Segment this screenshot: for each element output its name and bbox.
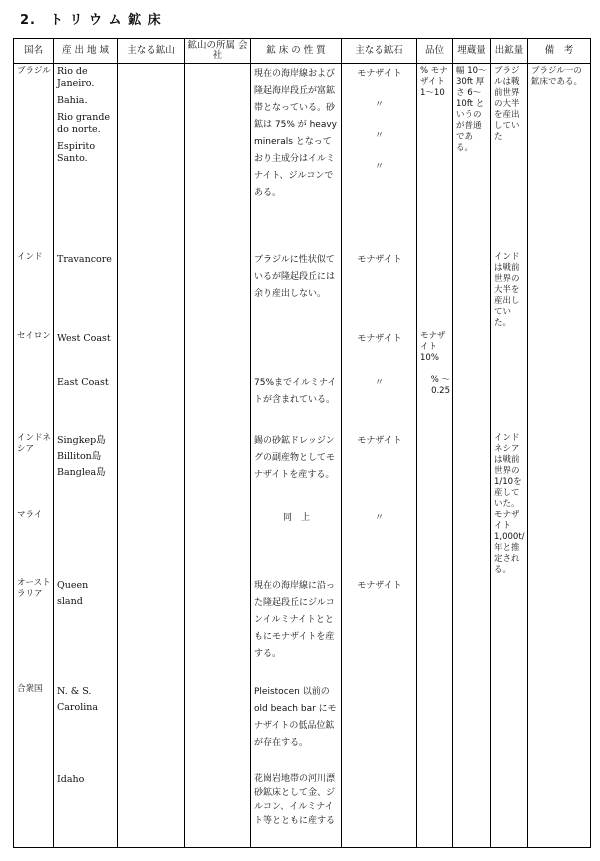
nature-cell: ブラジルに性状似ているが隆起段丘には余り産出しない。 (251, 250, 342, 329)
remarks-cell (528, 373, 591, 431)
region-cell: N. & S. Carolina (54, 682, 118, 770)
region-cell: Idaho (54, 770, 118, 848)
company-cell (185, 64, 251, 250)
header-country: 国名 (14, 39, 54, 64)
region-cell: Travancore (54, 250, 118, 329)
grade-cell: モナザイト 10% (417, 329, 453, 373)
header-grade: 品位 (417, 39, 453, 64)
mine-cell (118, 770, 185, 848)
ore-cell (342, 770, 417, 848)
nature-cell: 花崗岩地帯の河川漂砂鉱床として金、ジルコン、イルミナイト等とともに産する (251, 770, 342, 848)
nature-cell: Pleistocen 以前の old beach bar にモナザイトの低品位鉱が存在する。 (251, 682, 342, 770)
header-nature: 鉱 床 の 性 質 (251, 39, 342, 64)
country-cell: インド (14, 250, 54, 329)
thorium-deposits-table (13, 38, 591, 848)
nature-cell: 同 上 (251, 508, 342, 575)
table-row (14, 770, 591, 848)
company-cell (185, 329, 251, 373)
country-cell: ブラジル (14, 64, 54, 250)
grade-cell: % モナザイト 1～10 (417, 64, 453, 250)
ore-item: 〃 (374, 100, 384, 110)
mine-cell (118, 508, 185, 575)
ore-item: モナザイト (357, 69, 402, 79)
country-cell: インドネシア (14, 431, 54, 509)
remarks-cell (528, 770, 591, 848)
output-cell (491, 576, 528, 682)
output-cell: インドは戦前世界の大半を産出していた。 (491, 250, 528, 329)
nature-cell: 現在の海岸線および隆起海岸段丘が富鉱帯となっている。砂鉱は 75% が heavy minerals となっており主成分はイルミナイト、ジルコンである。 (251, 64, 342, 250)
reserves-cell (453, 373, 491, 431)
ore-cell: 〃 (342, 373, 417, 431)
table-row (14, 329, 591, 373)
company-cell (185, 250, 251, 329)
table-row (14, 64, 591, 250)
region-item: Espirito Santo. (57, 141, 96, 164)
country-cell: セイロン (14, 329, 54, 373)
remarks-cell (528, 431, 591, 509)
table-row (14, 250, 591, 329)
header-company: 鉱山の所属 会 社 (185, 39, 251, 64)
header-output: 出鉱量 (491, 39, 528, 64)
remarks-cell: ブラジル一の鉱床である。 (528, 64, 591, 250)
remarks-cell (528, 576, 591, 682)
output-cell (491, 770, 528, 848)
header-region: 産 出 地 域 (54, 39, 118, 64)
company-cell (185, 373, 251, 431)
grade-cell (417, 682, 453, 770)
output-cell (491, 682, 528, 770)
company-cell (185, 508, 251, 575)
nature-cell: 現在の海岸線に沿った隆起段丘にジルコンイルミナイトとともにモナザイトを産する。 (251, 576, 342, 682)
header-ore: 主なる鉱石 (342, 39, 417, 64)
grade-cell (417, 576, 453, 682)
nature-cell: 錫の砂鉱ドレッジングの副産物としてモナザイトを産する。 (251, 431, 342, 509)
reserves-cell (453, 329, 491, 373)
mine-cell (118, 250, 185, 329)
section-title: 2. ト リ ウ ム 鉱 床 (20, 13, 162, 28)
region-cell: West Coast (54, 329, 118, 373)
reserves-cell (453, 508, 491, 575)
header-reserves: 埋蔵量 (453, 39, 491, 64)
reserves-cell (453, 576, 491, 682)
company-cell (185, 576, 251, 682)
reserves-cell (453, 431, 491, 509)
table-row (14, 431, 591, 509)
mine-cell (118, 329, 185, 373)
country-cell (14, 770, 54, 848)
mine-cell (118, 431, 185, 509)
region-item: Rio grande do norte. (57, 112, 111, 135)
remarks-cell (528, 508, 591, 575)
nature-cell: 75%までイルミナイトが含まれている。 (251, 373, 342, 431)
company-cell (185, 431, 251, 509)
output-cell (491, 329, 528, 373)
ore-cell: モナザイト (342, 431, 417, 509)
ore-item: 〃 (374, 131, 384, 141)
mine-cell (118, 576, 185, 682)
grade-cell: % ～0.25 (417, 373, 453, 431)
region-cell (54, 431, 118, 509)
grade-cell (417, 508, 453, 575)
ore-cell: 〃 (342, 508, 417, 575)
reserves-cell (453, 250, 491, 329)
output-cell: ブラジルは戦前世界の大半を産出していた (491, 64, 528, 250)
mine-cell (118, 682, 185, 770)
company-cell (185, 682, 251, 770)
output-cell: インドネシアは戦前世界の1/10を産していた。モナザイト 1,000t/年と推定される。 (491, 431, 528, 576)
header-main-mine: 主なる鉱山 (118, 39, 185, 64)
ore-cell (342, 682, 417, 770)
remarks-cell (528, 250, 591, 329)
remarks-cell (528, 682, 591, 770)
nature-cell (251, 329, 342, 373)
region-item: Rio de Janeiro. (57, 66, 95, 89)
region-cell (54, 64, 118, 250)
region-cell: East Coast (54, 373, 118, 431)
country-cell (14, 373, 54, 431)
header-remarks: 備 考 (528, 39, 591, 64)
ore-cell: モナザイト (342, 250, 417, 329)
reserves-cell (453, 770, 491, 848)
region-item: Billiton島 (57, 450, 102, 462)
region-cell (54, 508, 118, 575)
ore-cell (342, 64, 417, 250)
region-item: Banglea島 (57, 466, 106, 478)
output-cell (491, 373, 528, 431)
grade-cell (417, 431, 453, 509)
header-row (14, 39, 591, 64)
region-item: Bahia. (57, 95, 88, 106)
table-row (14, 373, 591, 431)
country-cell: オーストラリア (14, 576, 54, 682)
grade-cell (417, 250, 453, 329)
remarks-cell (528, 329, 591, 373)
mine-cell (118, 64, 185, 250)
grade-cell (417, 770, 453, 848)
country-cell: 合衆国 (14, 682, 54, 770)
table-row (14, 682, 591, 770)
ore-cell: モナザイト (342, 329, 417, 373)
company-cell (185, 770, 251, 848)
reserves-cell: 幅 10～30ft 厚さ 6～10ft というのが普通である。 (453, 64, 491, 250)
mine-cell (118, 373, 185, 431)
region-item: Singkep島 (57, 434, 106, 446)
ore-item: 〃 (374, 162, 384, 172)
ore-cell: モナザイト (342, 576, 417, 682)
table-row (14, 576, 591, 682)
region-cell: Queen sland (54, 576, 118, 682)
country-cell: マライ (14, 508, 54, 575)
reserves-cell (453, 682, 491, 770)
